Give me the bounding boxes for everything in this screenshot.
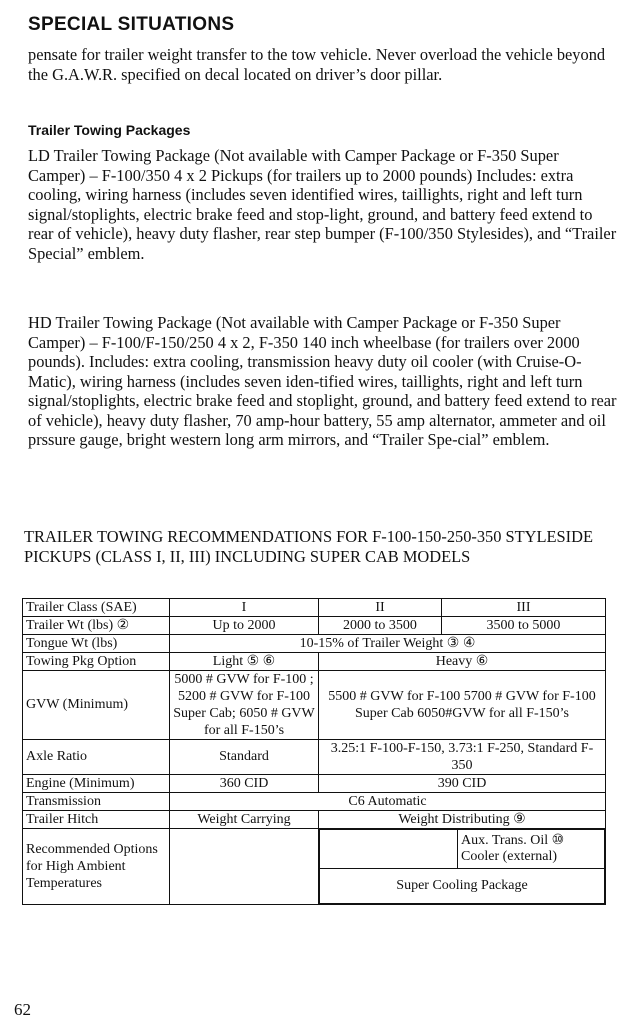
table-row: [23, 811, 606, 829]
row-label: Trailer Class (SAE): [23, 599, 170, 617]
cell: Up to 2000: [170, 617, 319, 635]
table-row: [23, 740, 606, 775]
cell: [319, 829, 606, 905]
table-row: [23, 599, 606, 617]
cell: III: [442, 599, 606, 617]
table-row: [23, 635, 606, 653]
row-label: Engine (Minimum): [23, 775, 170, 793]
intro-paragraph: pensate for trailer weight transfer to the tow vehicle. Never overload the vehicle beyond the G.A.W.R. specified on decal located on driver’s door pillar.: [28, 45, 606, 84]
ld-package-paragraph: LD Trailer Towing Package (Not available with Camper Package or F-350 Super Camper) – F-100/350 4 x 2 Pickups (for trailers up to 2000 pounds) Includes: extra cooling, wiring harness (includes seven identified wires, taillights, right and left turn signal/stoplights, electric brake feed and stop-light, ground, and battery feed extend to rear of vehicle), heavy duty flasher, rear step bumper (F-100/350 Stylesides), and “Trailer Special” emblem.: [28, 146, 617, 263]
cell: Standard: [170, 740, 319, 775]
cell: Super Cooling Package: [320, 869, 605, 904]
subheading-trailer-towing-packages: Trailer Towing Packages: [28, 122, 191, 138]
row-label: Towing Pkg Option: [23, 653, 170, 671]
towing-recommendations-table: [22, 598, 606, 905]
cell: Weight Distributing ⑨: [319, 811, 606, 829]
table-row: [23, 653, 606, 671]
cell: 390 CID: [319, 775, 606, 793]
row-label: Tongue Wt (lbs): [23, 635, 170, 653]
cell: 10-15% of Trailer Weight ③ ④: [170, 635, 606, 653]
cell: Heavy ⑥: [319, 653, 606, 671]
row-label: Axle Ratio: [23, 740, 170, 775]
cell-empty: [170, 829, 319, 905]
row-label: GVW (Minimum): [23, 671, 170, 740]
cell: II: [319, 599, 442, 617]
cell-empty: [320, 830, 458, 869]
table-title: TRAILER TOWING RECOMMENDATIONS FOR F-100-150-250-350 STYLESIDE PICKUPS (CLASS I, II, III) INCLUDING SUPER CAB MODELS: [24, 527, 593, 566]
cell: Weight Carrying: [170, 811, 319, 829]
cell: Light ⑤ ⑥: [170, 653, 319, 671]
cell: I: [170, 599, 319, 617]
table-row: [23, 775, 606, 793]
cell: 3500 to 5000: [442, 617, 606, 635]
row-label: Trailer Hitch: [23, 811, 170, 829]
row-label: Transmission: [23, 793, 170, 811]
hd-package-paragraph: HD Trailer Towing Package (Not available with Camper Package or F-350 Super Camper) – F-100/F-150/250 4 x 2, F-350 140 inch wheelbase (for trailers over 2000 pounds). Includes: extra cooling, transmission heavy duty oil cooler (with Cruise-O-Matic), wiring harness (includes seven iden-tified wires, taillights, right and left turn signal/stoplights, electric brake feed and stoplight, ground, and battery feed extend to rear of vehicle), heavy duty flasher, 70 amp-hour battery, 55 amp alternator, ammeter and oil prssure gauge, bright western long arm mirrors, and “Trailer Spe-cial” emblem.: [28, 313, 617, 449]
cell: 5500 # GVW for F-100 5700 # GVW for F-100 Super Cab 6050#GVW for all F-150’s: [319, 671, 606, 740]
cell: C6 Automatic: [170, 793, 606, 811]
table-row: [23, 829, 606, 905]
cell: 360 CID: [170, 775, 319, 793]
section-title: SPECIAL SITUATIONS: [28, 14, 235, 35]
cell: 5000 # GVW for F-100 ; 5200 # GVW for F-100 Super Cab; 6050 # GVW for all F-150’s: [170, 671, 319, 740]
cell: 3.25:1 F-100-F-150, 3.73:1 F-250, Standard F-350: [319, 740, 606, 775]
recommended-options-subtable: [319, 829, 605, 904]
cell: 2000 to 3500: [319, 617, 442, 635]
table-row: [23, 671, 606, 740]
table-row: [23, 617, 606, 635]
row-label: Recommended Options for High Ambient Temperatures: [23, 829, 170, 905]
page-number: 62: [14, 1000, 31, 1019]
table-row: [23, 793, 606, 811]
row-label: Trailer Wt (lbs) ②: [23, 617, 170, 635]
cell: Aux. Trans. Oil ⑩ Cooler (external): [458, 830, 605, 869]
